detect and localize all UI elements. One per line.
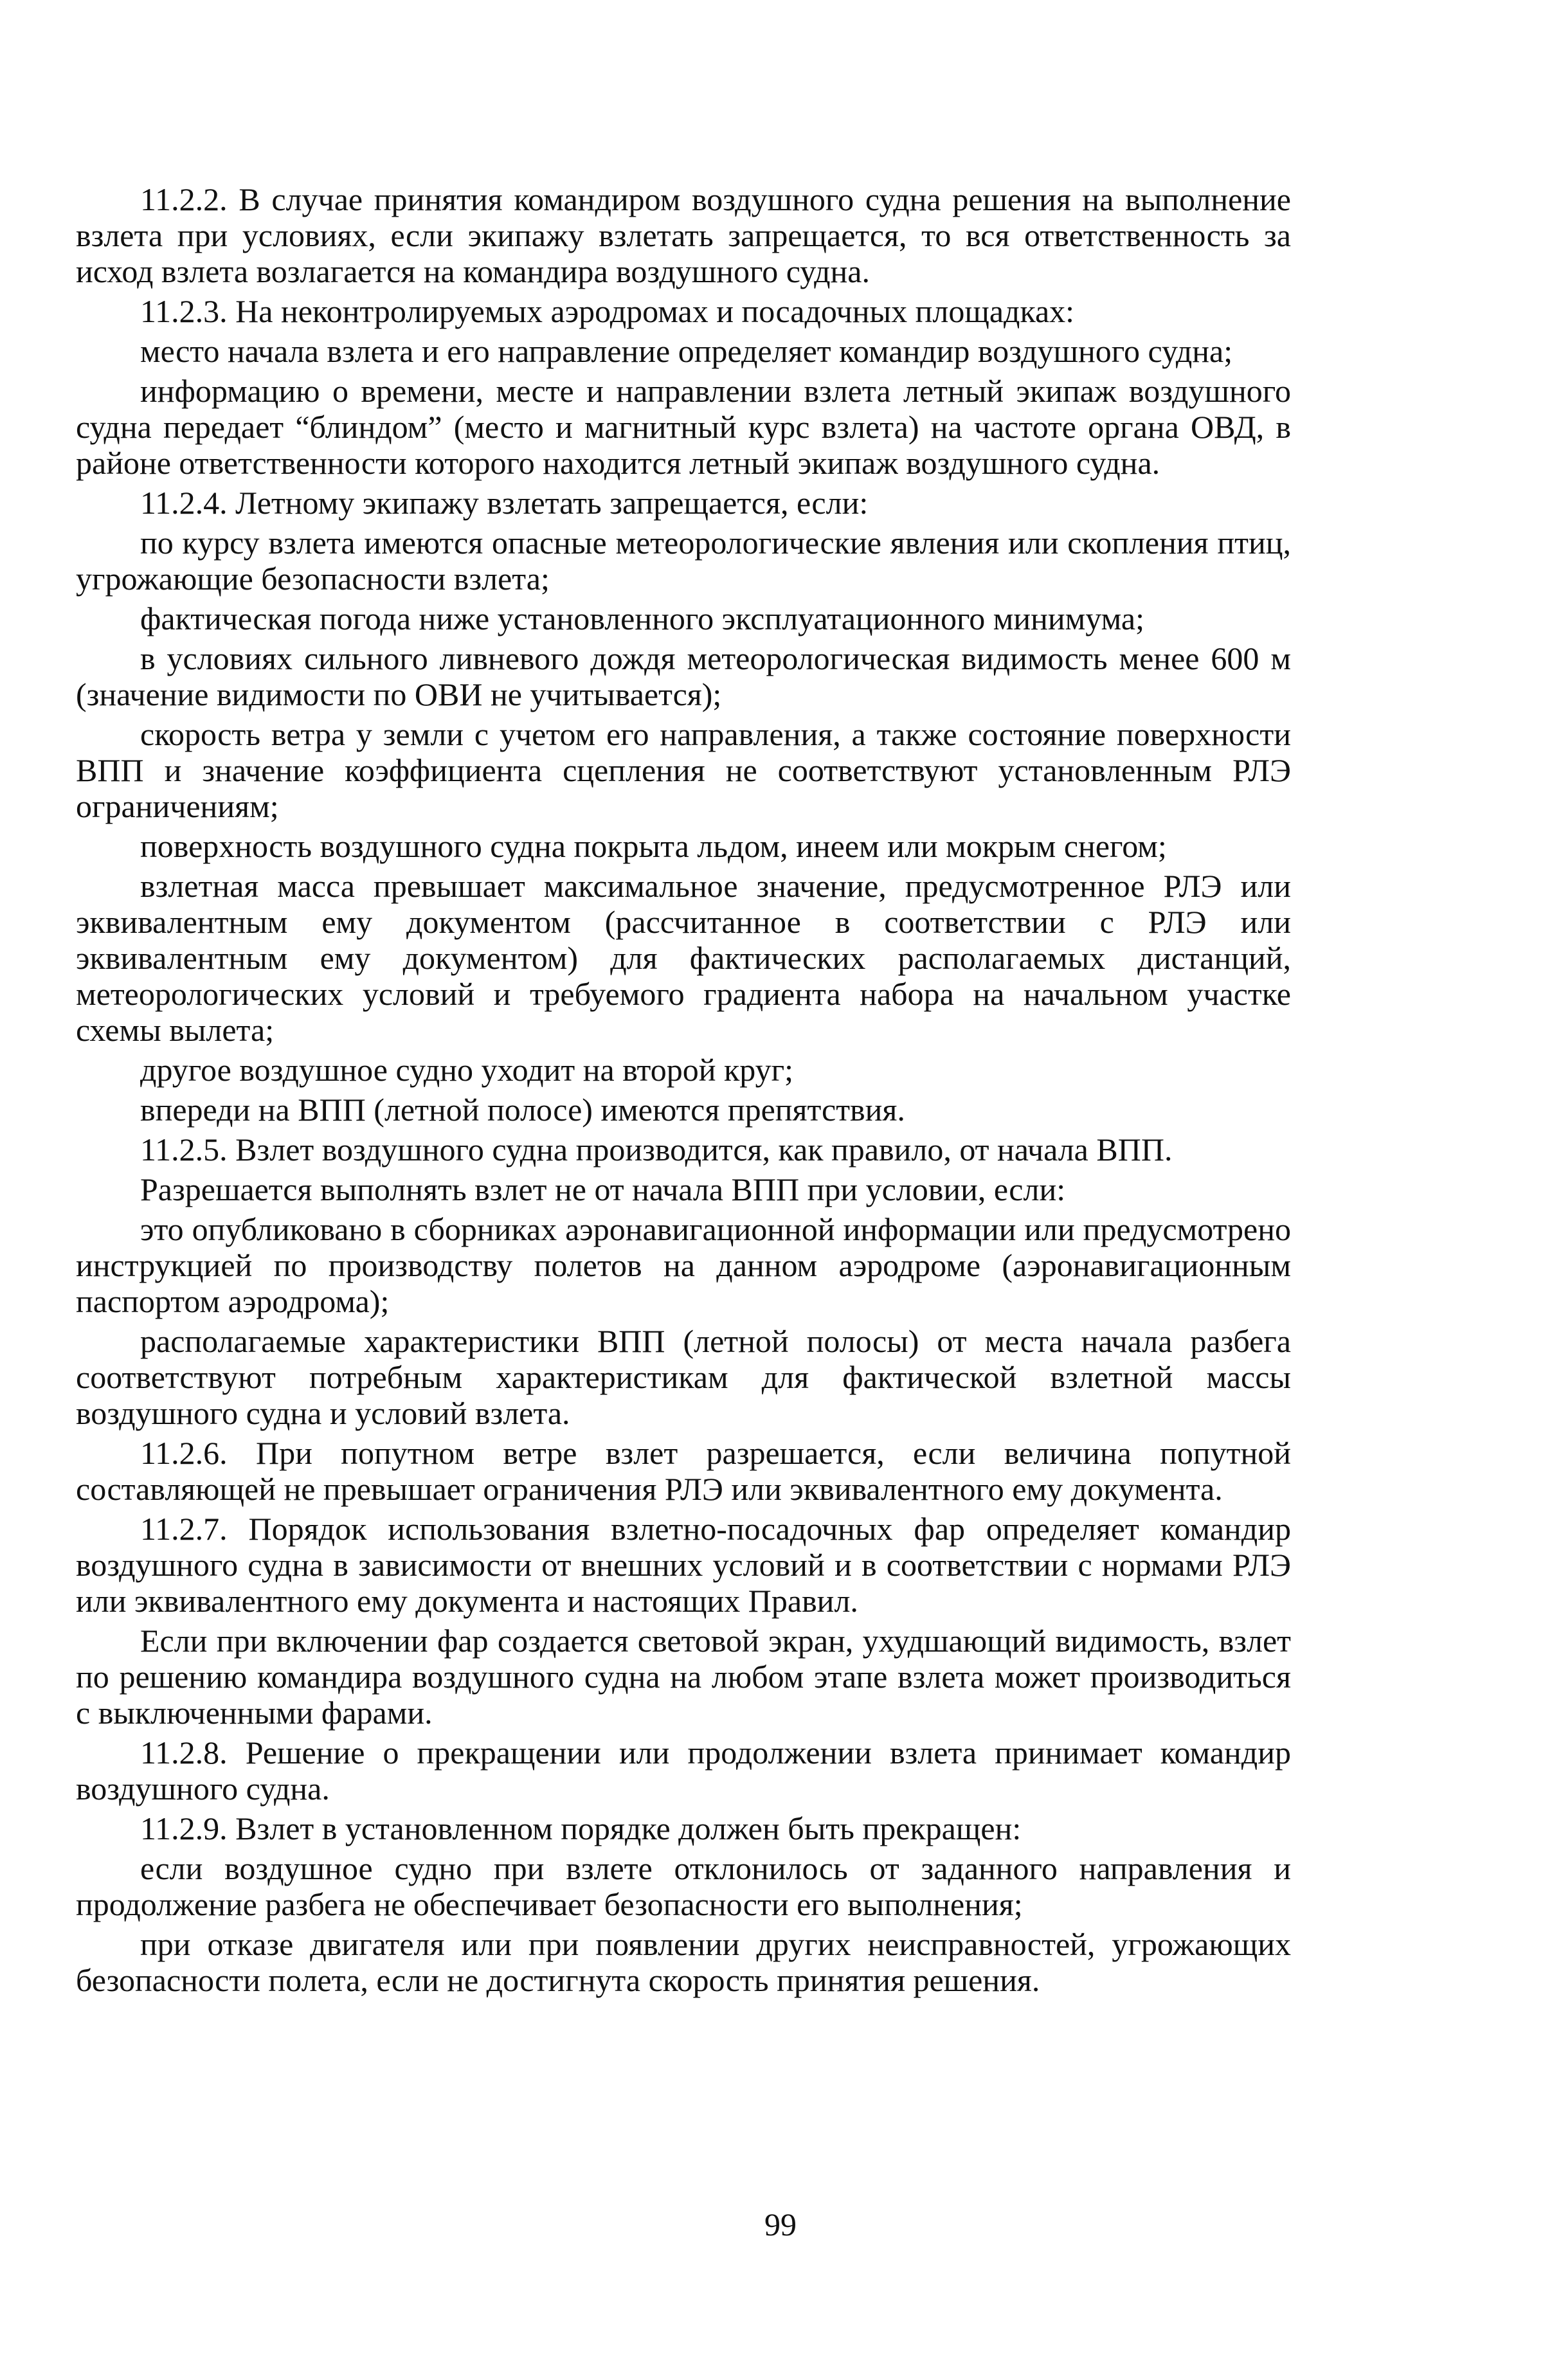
list-item: взлетная масса превышает максимальное значение, предусмотренное РЛЭ или эквивалентным ему документом (рассчитанное в соответствии с РЛЭ или эквивалентным ему документом) для фактических располагаемых дистанций, метеорологических условий и требуемого градиента набора на начальном участке схемы вылета; [76, 868, 1291, 1048]
page-text [76, 181, 1291, 1998]
list-item: располагаемые характеристики ВПП (летной полосы) от места начала разбега соответствуют потребным характеристикам для фактической взлетной массы воздушного судна и условий взлета. [76, 1323, 1291, 1431]
paragraph: Если при включении фар создается световой экран, ухудшающий видимость, взлет по решению командира воздушного судна на любом этапе взлета может производиться с выключенными фарами. [76, 1623, 1291, 1731]
list-item: поверхность воздушного судна покрыта льдом, инеем или мокрым снегом; [140, 828, 1167, 864]
page-number: 99 [764, 2206, 797, 2242]
list-item: место начала взлета и его направление определяет командир воздушного судна; [140, 333, 1233, 369]
list-item: фактическая погода ниже установленного эксплуатационного минимума; [140, 600, 1144, 636]
paragraph-11-2-4: 11.2.4. Летному экипажу взлетать запрещается, если: [140, 485, 869, 521]
paragraph-11-2-6: 11.2.6. При попутном ветре взлет разрешается, если величина попутной составляющей не превышает ограничения РЛЭ или эквивалентного ему документа. [76, 1435, 1291, 1507]
list-item: если воздушное судно при взлете отклонилось от заданного направления и продолжение разбега не обеспечивает безопасности его выполнения; [76, 1850, 1291, 1922]
paragraph-11-2-2: 11.2.2. В случае принятия командиром воздушного судна решения на выполнение взлета при условиях, если экипажу взлетать запрещается, то вся ответственность за исход взлета возлагается на командира воздушного судна. [76, 181, 1291, 289]
paragraph-11-2-8: 11.2.8. Решение о прекращении или продолжении взлета принимает командир воздушного судна. [76, 1735, 1291, 1807]
list-item: при отказе двигателя или при появлении других неисправностей, угрожающих безопасности полета, если не достигнута скорость принятия решения. [76, 1926, 1291, 1998]
list-item: другое воздушное судно уходит на второй круг; [140, 1052, 794, 1088]
list-item: в условиях сильного ливневого дождя метеорологическая видимость менее 600 м (значение видимости по ОВИ не учитывается); [76, 640, 1291, 712]
list-item: впереди на ВПП (летной полосе) имеются препятствия. [140, 1092, 905, 1128]
paragraph-11-2-5: 11.2.5. Взлет воздушного судна производится, как правило, от начала ВПП. [140, 1131, 1173, 1167]
paragraph-11-2-3: 11.2.3. На неконтролируемых аэродромах и посадочных площадках: [140, 293, 1075, 329]
paragraph-11-2-7: 11.2.7. Порядок использования взлетно-посадочных фар определяет командир воздушного судна в зависимости от внешних условий и в соответствии с нормами РЛЭ или эквивалентного ему документа и настоящих Правил. [76, 1511, 1291, 1619]
list-item: по курсу взлета имеются опасные метеорологические явления или скопления птиц, угрожающие безопасности взлета; [76, 525, 1291, 597]
list-item: это опубликовано в сборниках аэронавигационной информации или предусмотрено инструкцией по производству полетов на данном аэродроме (аэронавигационным паспортом аэродрома); [76, 1211, 1291, 1319]
paragraph-11-2-9: 11.2.9. Взлет в установленном порядке должен быть прекращен: [140, 1810, 1022, 1846]
paragraph: Разрешается выполнять взлет не от начала ВПП при условии, если: [140, 1171, 1066, 1207]
list-item: информацию о времени, месте и направлении взлета летный экипаж воздушного судна передает “блиндом” (место и магнитный курс взлета) на частоте органа ОВД, в районе ответственности которого находится летный экипаж воздушного судна. [76, 373, 1291, 481]
list-item: скорость ветра у земли с учетом его направления, а также состояние поверхности ВПП и значение коэффициента сцепления не соответствуют установленным РЛЭ ограничениям; [76, 716, 1291, 824]
